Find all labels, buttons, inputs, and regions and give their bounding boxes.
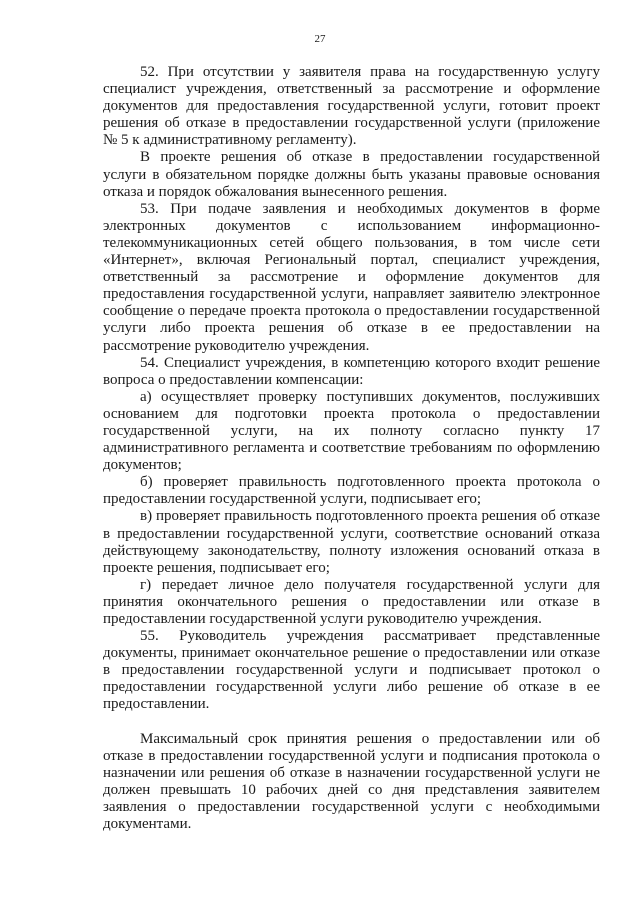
paragraph-52-refusal-grounds: В проекте решения об отказе в предоставлении государственной услуги в обязательном порядке должны быть указаны правовые основания отказа и порядок обжалования вынесенного решения. [103, 149, 600, 200]
paragraph-52: 52. При отсутствии у заявителя права на государственную услугу специалист учреждения, ответственный за рассмотрение и оформление документов для предоставления государственной услуги, готовит проект решения об отказе в предоставлении государственной услуги (приложение № 5 к административному регламенту). [103, 64, 600, 149]
paragraph-53: 53. При подаче заявления и необходимых документов в форме электронных документов с использованием информационно-телекоммуникационных сетей общего пользования, в том числе сети «Интернет», включая Региональный портал, специалист учреждения, ответственный за рассмотрение и оформление документов для предоставления государственной услуги, направляет заявителю электронное сообщение о передаче проекта протокола о предоставлении государственной услуги либо проекта решения об отказе в ее предоставлении на рассмотрение руководителю учреждения. [103, 200, 600, 354]
paragraph-54-b: б) проверяет правильность подготовленного проекта протокола о предоставлении государственной услуги, подписывает его; [103, 474, 600, 508]
document-body [103, 64, 600, 833]
paragraph-54-v: в) проверяет правильность подготовленного проекта решения об отказе в предоставлении государственной услуги, соответствие оснований отказа действующему законодательству, полноту изложения оснований отказа в проекте решения, подписывает его; [103, 508, 600, 576]
paragraph-54-a: а) осуществляет проверку поступивших документов, послуживших основанием для подготовки проекта протокола о предоставлении государственной услуги, на их полноту согласно пункту 17 административного регламента и соответствие требованиям по оформлению документов; [103, 388, 600, 474]
paragraph-54: 54. Специалист учреждения, в компетенцию которого входит решение вопроса о предоставлении компенсации: [103, 354, 600, 388]
paragraph-max-term: Максимальный срок принятия решения о предоставлении или об отказе в предоставлении государственной услуги и подписания протокола о назначении или решения об отказе в назначении государственной услуги не должен превышать 10 рабочих дней со дня представления заявителем заявления о предоставлении государственной услуги с необходимыми документами. [103, 730, 600, 833]
paragraph-55: 55. Руководитель учреждения рассматривает представленные документы, принимает окончательное решение о предоставлении или отказе в предоставлении государственной услуги и подписывает протокол о предоставлении государственной услуги либо решение об отказе в ее предоставлении. [103, 628, 600, 713]
paragraph-54-g: г) передает личное дело получателя государственной услуги для принятия окончательного решения о предоставлении или отказе в предоставлении государственной услуги руководителю учреждения. [103, 576, 600, 627]
page-number: 27 [314, 33, 326, 45]
